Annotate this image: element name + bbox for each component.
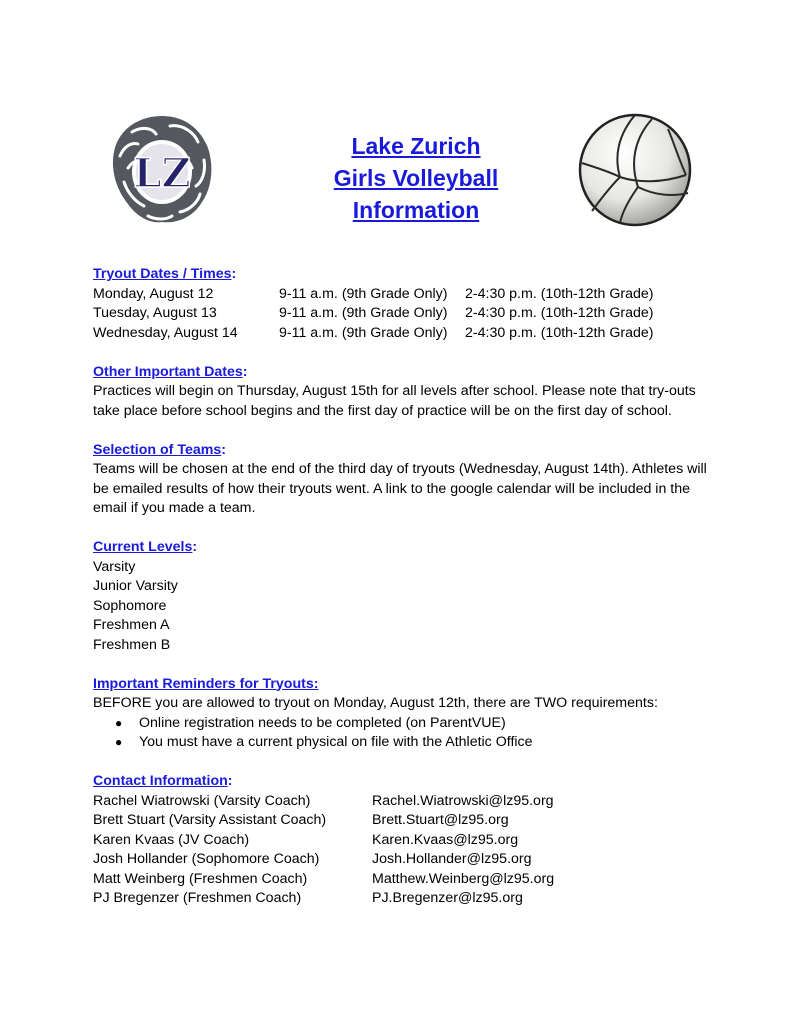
section-heading: Tryout Dates / Times: (93, 266, 237, 282)
reminders-intro: BEFORE you are allowed to tryout on Monday, August 12th, there are TWO requirements: (93, 695, 658, 711)
level-item: Junior Varsity (93, 578, 178, 594)
selection-section (93, 441, 713, 519)
reminders-list (93, 714, 713, 753)
tryout-row: Tuesday, August 13 9-11 a.m. (9th Grade Only) 2-4:30 p.m. (10th-12th Grade) (93, 305, 654, 321)
page-title (300, 130, 532, 226)
document-body (93, 265, 713, 928)
list-item: ● You must have a current physical on file with the Athletic Office (93, 733, 713, 753)
contact-row: Brett Stuart (Varsity Assistant Coach) Brett.Stuart@lz95.org (93, 811, 713, 831)
tryout-section (93, 265, 713, 343)
tryout-row: Wednesday, August 14 9-11 a.m. (9th Grade Only) 2-4:30 p.m. (10th-12th Grade) (93, 324, 654, 341)
list-item: ● Online registration needs to be completed (on ParentVUE) (93, 714, 713, 734)
title-line[interactable]: Information (352, 197, 480, 223)
level-item: Freshmen A (93, 617, 170, 633)
tryout-heading-link[interactable]: Tryout Dates / Times (93, 266, 232, 282)
contact-email: Josh.Hollander@lz95.org (372, 851, 532, 867)
section-heading: Selection of Teams: (93, 441, 226, 458)
level-item: Sophomore (93, 597, 167, 614)
contact-row: Matt Weinberg (Freshmen Coach) Matthew.Weinberg@lz95.org (93, 870, 713, 890)
contact-email: Rachel.Wiatrowski@lz95.org (372, 792, 554, 809)
contacts-heading-link[interactable]: Contact Information (93, 773, 228, 789)
section-heading: Other Important Dates: (93, 363, 248, 380)
contact-row: Karen Kvaas (JV Coach) Karen.Kvaas@lz95.org (93, 831, 713, 851)
title-line[interactable]: Lake Zurich (351, 133, 481, 159)
title-line[interactable]: Girls Volleyball (333, 165, 499, 191)
level-item: Freshmen B (93, 636, 171, 653)
level-item: Varsity (93, 558, 136, 575)
contact-row: PJ Bregenzer (Freshmen Coach) PJ.Bregenzer@lz95.org (93, 889, 713, 909)
selection-text: Teams will be chosen at the end of the third day of tryouts (Wednesday, August 14th). Athletes will be emailed results of how their tryouts went. A link to the google calendar will be included in the email if you made a team. (93, 461, 707, 516)
contact-row: Josh Hollander (Sophomore Coach) Josh.Hollander@lz95.org (93, 850, 713, 870)
levels-section (93, 538, 713, 655)
levels-heading-link[interactable]: Current Levels (93, 539, 193, 555)
lz-bear-logo (108, 112, 216, 226)
section-heading: Current Levels: (93, 539, 198, 555)
contact-row: Rachel Wiatrowski (Varsity Coach) Rachel.Wiatrowski@lz95.org (93, 792, 713, 812)
tryout-row: Monday, August 12 9-11 a.m. (9th Grade Only) 2-4:30 p.m. (10th-12th Grade) (93, 285, 654, 302)
reminders-section (93, 675, 713, 753)
other-dates-heading-link[interactable]: Other Important Dates (93, 363, 243, 380)
other-dates-section (93, 363, 713, 422)
volleyball-image (578, 113, 692, 227)
contact-email: PJ.Bregenzer@lz95.org (372, 890, 523, 906)
section-heading (93, 675, 713, 695)
reminders-heading-link[interactable]: Important Reminders for Tryouts: (93, 675, 319, 692)
other-dates-text: Practices will begin on Thursday, August 15th for all levels after school. Please note that try-outs take place before school begins and the first day of practice will be on the first day of school. (93, 383, 696, 419)
contact-email: Karen.Kvaas@lz95.org (372, 831, 519, 848)
logo-text: LZ (133, 150, 191, 197)
contacts-section (93, 772, 713, 909)
selection-heading-link[interactable]: Selection of Teams (93, 441, 222, 458)
contact-email: Matthew.Weinberg@lz95.org (372, 870, 555, 887)
section-heading: Contact Information: (93, 773, 233, 789)
contact-email: Brett.Stuart@lz95.org (372, 812, 509, 828)
